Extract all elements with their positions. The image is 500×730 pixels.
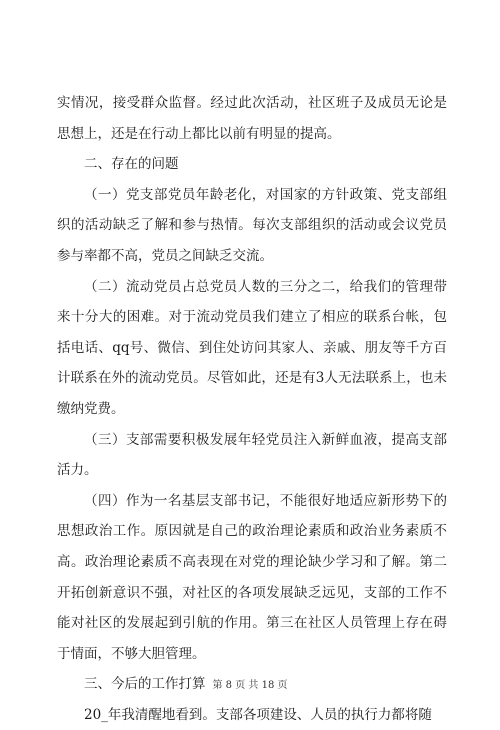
paragraph-problem-2: （二）流动党员占总党员人数的三分之二，给我们的管理带来十分大的困难。对于流动党员我们建立了相应的联系台帐，包括电话、qq号、微信、到住处访问其家人、亲戚、朋友等千方百计联系在外的流动党员。尽管如此，还是有3人无法联系上，也未缴纳党费。 <box>57 278 447 417</box>
section-heading-problems: 二、存在的问题 <box>84 156 179 173</box>
section-heading-plans: 三、今后的工作打算 <box>84 676 206 693</box>
paragraph-intro: 实情况，接受群众监督。经过此次活动，社区班子及成员无论是思想上，还是在行动上都比以前有明显的提高。 <box>57 95 447 142</box>
paragraph-plans: 20_年我清醒地看到。支部各项建设、人员的执行力都将随 <box>84 706 432 723</box>
paragraph-problem-4: （四）作为一名基层支部书记，不能很好地适应新形势下的思想政治工作。原因就是自己的政治理论素质和政治业务素质不高。政治理论素质不高表现在对党的理论缺少学习和了解。第二开拓创新意识不强，对社区的各项发展缺乏远见，支部的工作不能对社区的发展起到引航的作用。第三在社区人员管理上存在碍于情面，不够大胆管理。 <box>57 492 447 662</box>
page-footer: 第 8 页 共 18 页 <box>212 680 288 691</box>
paragraph-problem-1: （一）党支部党员年龄老化，对国家的方针政策、党支部组织的活动缺乏了解和参与热情。每次支部组织的活动或会议党员参与率都不高，党员之间缺乏交流。 <box>57 186 447 264</box>
paragraph-problem-3: （三）支部需要积极发展年轻党员注入新鲜血液，提高支部活力。 <box>57 431 447 479</box>
document-body <box>57 88 447 730</box>
